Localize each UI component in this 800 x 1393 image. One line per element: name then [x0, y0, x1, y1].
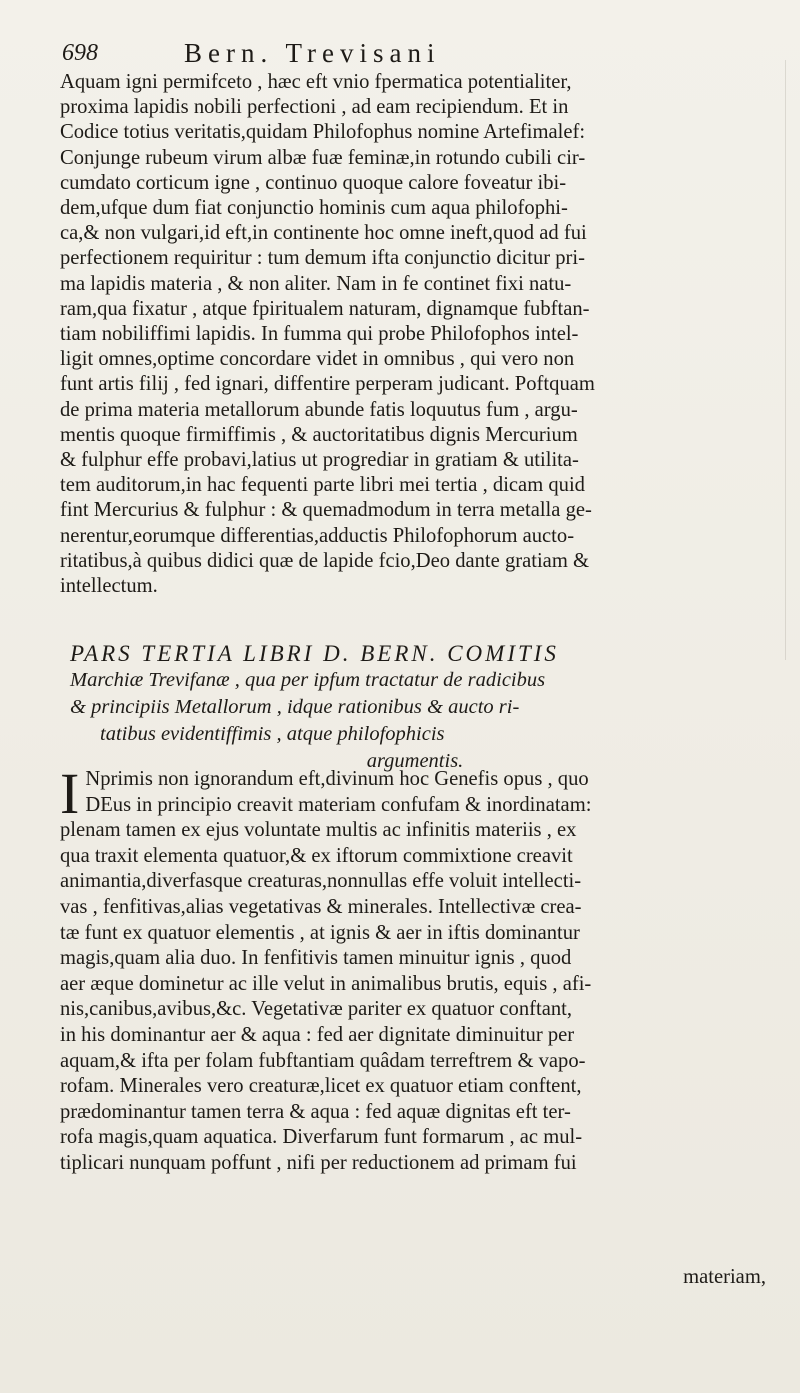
text-line: tiplicari nunquam poffunt , nifi per reductionem ad primam fui	[60, 1151, 577, 1174]
text-line: dem,ufque dum fiat conjunctio hominis cum aqua philofophi-	[60, 197, 568, 220]
text-line: in his dominantur aer & aqua : fed aer dignitate diminuitur per	[60, 1023, 575, 1046]
text-line: rofa magis,quam aquatica. Diverfarum funt formarum , ac mul-	[60, 1126, 583, 1149]
text-line: tiam nobiliffimi lapidis. In fumma qui probe Philofophos intel-	[60, 323, 579, 346]
heading-line: Marchiæ Trevifanæ , qua per ipfum tractatur de radicibus	[70, 669, 546, 691]
page-header	[62, 38, 762, 72]
text-line: & fulphur effe probavi,latius ut progrediar in gratiam & utilita-	[60, 449, 579, 472]
section-heading	[70, 640, 760, 775]
page-edge-shadow	[785, 60, 786, 660]
text-line: de prima materia metallorum abunde fatis loquutus fum , argu-	[60, 398, 578, 421]
heading-line: argumentis.	[366, 750, 464, 772]
text-line: vas , fenfitivas,alias vegetativas & minerales. Intellectivæ crea-	[60, 895, 582, 918]
text-line: ligit omnes,optime concordare videt in omnibus , qui vero non	[60, 348, 575, 371]
text-line: ram,qua fixatur , atque fpiritualem naturam, dignamque fubftan-	[60, 297, 590, 320]
text-line: cumdato corticum igne , continuo quoque calore foveatur ibi-	[60, 171, 567, 194]
text-line: prædominantur tamen terra & aqua : fed aquæ dignitas eft ter-	[60, 1100, 571, 1123]
text-line: ca,& non vulgari,id eft,in continente hoc omne ineft,quod ad fui	[60, 222, 587, 245]
text-line: mentis quoque firmiffimis , & auctoritatibus dignis Mercurium	[60, 423, 578, 446]
text-line: Nprimis non ignorandum eft,divinum hoc Genefis opus , quo	[85, 768, 589, 790]
catchword: materiam,	[683, 1266, 766, 1288]
drop-initial: I	[60, 761, 80, 826]
text-line: nis,canibus,avibus,&c. Vegetativæ pariter ex quatuor conftant,	[60, 998, 573, 1021]
text-line: ma lapidis materia , & non aliter. Nam in fe continet fixi natu-	[60, 272, 572, 295]
text-line: funt artis filij , fed ignari, diffentire perperam judicant. Poftquam	[60, 373, 595, 396]
heading-line: PARS TERTIA LIBRI D. BERN. COMITIS	[70, 641, 559, 666]
text-line: magis,quam alia duo. In fenfitivis tamen minuitur ignis , quod	[60, 947, 572, 970]
page-number: 698	[62, 40, 98, 66]
heading-line: tatibus evidentiffimis , atque philofophicis	[100, 723, 445, 745]
text-line: DEus in principio creavit materiam confufam & inordinatam:	[85, 793, 592, 816]
paragraph-one	[60, 70, 770, 599]
text-line: qua traxit elementa quatuor,& ex iftorum commixtione creavit	[60, 844, 573, 867]
text-line: nerentur,eorumque differentias,adductis Philofophorum aucto-	[60, 524, 575, 547]
text-line: perfectionem requiritur : tum demum ifta conjunctio dicitur pri-	[60, 247, 585, 270]
running-head: Bern. Trevisani	[184, 38, 441, 68]
text-line: ritatibus,à quibus didici quæ de lapide fcio,Deo dante gratiam &	[60, 549, 590, 572]
text-line: animantia,diverfasque creaturas,nonnullas effe voluit intellecti-	[60, 870, 582, 893]
text-line: tem auditorum,in hac fequenti parte libri mei tertia , dicam quid	[60, 474, 585, 497]
text-line: Codice totius veritatis,quidam Philofophus nomine Artefimalef:	[60, 121, 586, 144]
text-line: plenam tamen ex ejus voluntate multis ac infinitis materiis , ex	[60, 819, 577, 842]
text-line: Aquam igni permifceto , hæc eft vnio fpermatica potentialiter,	[60, 71, 572, 93]
text-line: Conjunge rubeum virum albæ fuæ feminæ,in rotundo cubili cir-	[60, 146, 586, 169]
text-line: rofam. Minerales vero creaturæ,licet ex quatuor etiam conftent,	[60, 1075, 582, 1098]
text-line: fint Mercurius & fulphur : & quemadmodum in terra metalla ge-	[60, 499, 592, 522]
text-line: aquam,& ifta per folam fubftantiam quâdam terreftrem & vapo-	[60, 1049, 586, 1072]
heading-line: & principiis Metallorum , idque rationibus & aucto ri-	[70, 696, 520, 718]
text-line: proxima lapidis nobili perfectioni , ad eam recipiendum. Et in	[60, 96, 569, 119]
text-line: intellectum.	[60, 575, 158, 598]
text-line: aer æque dominetur ac ille velut in animalibus brutis, equis , afi-	[60, 972, 592, 995]
text-line: tæ funt ex quatuor elementis , at ignis & aer in iftis dominantur	[60, 921, 580, 944]
